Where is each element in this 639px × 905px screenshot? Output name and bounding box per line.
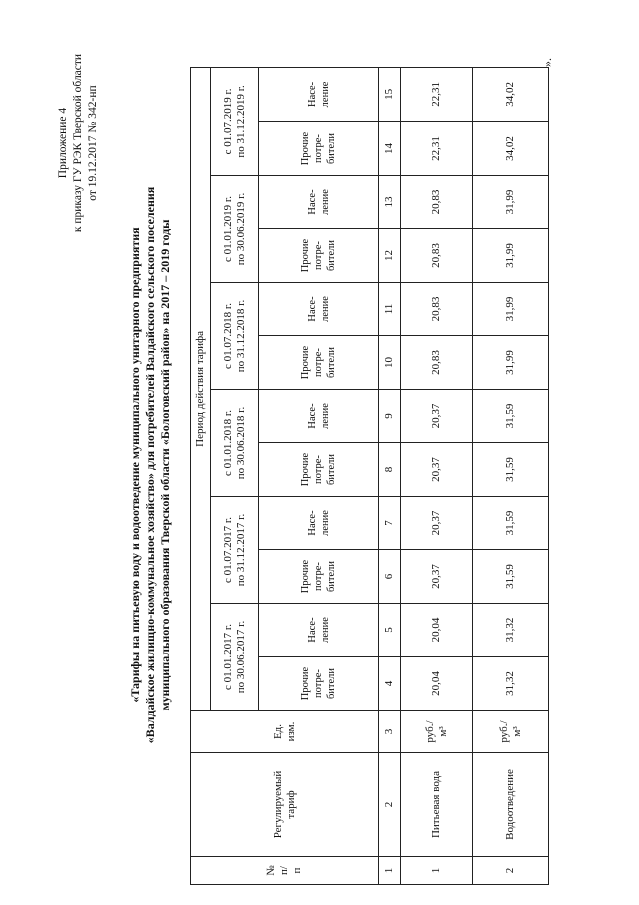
header-tariff: Регулируемый тариф [191, 753, 379, 857]
tariff-value: 34,02 [473, 67, 549, 121]
header-other-consumers: Прочие потре- бители [259, 336, 379, 390]
title-line: муниципального образования Тверской области «Бологовский район» на 2017 – 2019 годы [158, 219, 172, 711]
header-period: Период действия тарифа [191, 67, 211, 710]
column-number: 4 [379, 657, 401, 711]
column-number: 8 [379, 443, 401, 497]
row-number: 1 [401, 857, 473, 885]
row-number: 2 [473, 857, 549, 885]
tariff-value: 31,32 [473, 657, 549, 711]
header-population: Насе- ление [259, 497, 379, 550]
appendix-block [56, 23, 101, 263]
tariff-value: 31,99 [473, 336, 549, 390]
tariff-value: 22,31 [401, 67, 473, 121]
row-unit: руб./ м³ [401, 711, 473, 753]
tariff-value: 20,83 [401, 229, 473, 283]
appendix-line: к приказу ГУ РЭК Тверской области [72, 53, 84, 233]
header-period-date: с 01.01.2017 г. по 30.06.2017 г. [211, 604, 259, 711]
column-number: 6 [379, 550, 401, 604]
header-population: Насе- ление [259, 176, 379, 229]
appendix-line: Приложение 4 [57, 107, 69, 179]
column-number: 10 [379, 336, 401, 390]
tariff-value: 20,37 [401, 550, 473, 604]
header-population: Насе- ление [259, 390, 379, 443]
tariff-value: 31,99 [473, 176, 549, 229]
header-other-consumers: Прочие потре- бители [259, 550, 379, 604]
tariff-value: 31,99 [473, 229, 549, 283]
column-number: 13 [379, 176, 401, 229]
header-population: Насе- ление [259, 283, 379, 336]
header-other-consumers: Прочие потре- бители [259, 229, 379, 283]
tariff-value: 31,59 [473, 497, 549, 550]
header-other-consumers: Прочие потре- бители [259, 443, 379, 497]
table-row [473, 67, 549, 884]
column-number: 7 [379, 497, 401, 550]
tariff-value: 20,83 [401, 283, 473, 336]
header-unit: Ед. изм. [191, 711, 379, 753]
header-number: № п/ п [191, 857, 379, 885]
row-tariff-name: Питьевая вода [401, 753, 473, 857]
tariff-value: 20,37 [401, 443, 473, 497]
tariff-value: 20,37 [401, 390, 473, 443]
column-number: 3 [379, 711, 401, 753]
column-number: 12 [379, 229, 401, 283]
tariff-value: 20,37 [401, 497, 473, 550]
tariff-value: 34,02 [473, 122, 549, 176]
row-unit: руб./ м³ [473, 711, 549, 753]
tariff-value: 20,04 [401, 604, 473, 657]
column-number: 9 [379, 390, 401, 443]
header-period-date: с 01.01.2019 г. по 30.06.2019 г. [211, 176, 259, 283]
column-number: 2 [379, 753, 401, 857]
header-period-date: с 01.01.2018 г. по 30.06.2018 г. [211, 390, 259, 497]
header-other-consumers: Прочие потре- бители [259, 122, 379, 176]
closing-quote-mark: ». [540, 58, 554, 67]
tariff-value: 20,83 [401, 176, 473, 229]
tariff-value: 31,59 [473, 390, 549, 443]
column-number: 11 [379, 283, 401, 336]
tariff-value: 31,32 [473, 604, 549, 657]
tariff-value: 31,59 [473, 550, 549, 604]
column-number: 1 [379, 857, 401, 885]
header-other-consumers: Прочие потре- бители [259, 657, 379, 711]
title-line: «Тарифы на питьевую воду и водоотведение муниципального унитарного предприятия [128, 227, 142, 703]
header-population: Насе- ление [259, 604, 379, 657]
column-number: 14 [379, 122, 401, 176]
header-period-date: с 01.07.2019 г. по 31.12.2019 г. [211, 67, 259, 175]
tariff-value: 22,31 [401, 122, 473, 176]
tariff-value: 31,59 [473, 443, 549, 497]
header-population: Насе- ление [259, 67, 379, 121]
table-row [401, 67, 473, 884]
header-period-date: с 01.07.2018 г. по 31.12.2018 г. [211, 283, 259, 390]
row-tariff-name: Водоотведение [473, 753, 549, 857]
tariff-value: 20,04 [401, 657, 473, 711]
title-line: «Валдайское жилищно-коммунальное хозяйство» для потребителей Валдайского сельского поселения [143, 186, 157, 744]
appendix-line: от 19.12.2017 № 342-нп [87, 85, 99, 201]
column-number: 5 [379, 604, 401, 657]
tariff-table [190, 67, 549, 885]
column-number-row [379, 67, 401, 884]
header-period-date: с 01.07.2017 г. по 31.12.2017 г. [211, 497, 259, 604]
document-title [128, 105, 173, 825]
tariff-value: 31,99 [473, 283, 549, 336]
column-number: 15 [379, 67, 401, 121]
tariff-value: 20,83 [401, 336, 473, 390]
